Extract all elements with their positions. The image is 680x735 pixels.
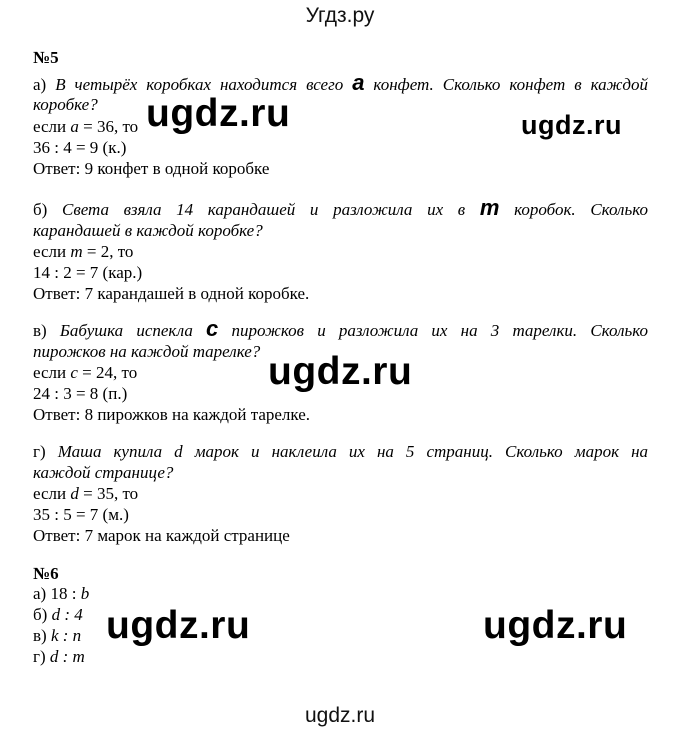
task-5g-calc: 35 : 5 = 7 (м.) bbox=[33, 505, 129, 524]
watermark: ugdz.ru bbox=[106, 604, 251, 647]
task-5b-line1 bbox=[33, 195, 649, 220]
task-5v-calc: 24 : 3 = 8 (п.) bbox=[33, 384, 128, 403]
task-5v-line2: пирожков на каждой тарелке? bbox=[33, 342, 261, 361]
item-label: а) bbox=[33, 584, 47, 603]
task-5a-line2: коробке? bbox=[33, 95, 98, 114]
condition-var: d bbox=[70, 484, 79, 503]
watermark: ugdz.ru bbox=[521, 110, 622, 140]
condition-value: = 35, то bbox=[83, 484, 139, 503]
condition-prefix: если bbox=[33, 363, 67, 382]
site-title: Угдз.ру bbox=[305, 4, 375, 27]
section-5-heading: №5 bbox=[33, 48, 59, 67]
item-label: в) bbox=[33, 626, 47, 645]
task-5g-line1 bbox=[33, 441, 648, 462]
item-label: б) bbox=[33, 605, 48, 624]
task-5g-text1: Маша купила bbox=[57, 442, 163, 461]
task-5g-answer: Ответ: 7 марок на каждой странице bbox=[33, 526, 290, 545]
task-5a-text1: В четырёх коробках находится всего bbox=[55, 75, 344, 94]
task-6-item-a bbox=[33, 583, 648, 604]
task-5g-line2: каждой странице? bbox=[33, 463, 174, 482]
condition-value: = 36, то bbox=[83, 117, 139, 136]
item-expr-var: k : n bbox=[50, 626, 82, 645]
task-5g-label: г) bbox=[33, 442, 46, 461]
task-5a-answer: Ответ: 9 конфет в одной коробке bbox=[33, 159, 270, 178]
task-5b-text1: Света взяла 14 карандашей и разложила их в bbox=[61, 200, 466, 219]
condition-prefix: если bbox=[33, 484, 67, 503]
task-5g-var: d bbox=[174, 442, 183, 461]
watermark: ugdz.ru bbox=[483, 604, 628, 647]
condition-var: c bbox=[70, 363, 78, 382]
task-5v-line1 bbox=[33, 316, 649, 341]
task-5a-text2: конфет. Сколько конфет в каждой bbox=[373, 75, 649, 94]
task-5b-calc: 14 : 2 = 7 (кар.) bbox=[33, 263, 143, 282]
item-expr-var: d : m bbox=[49, 647, 85, 666]
task-5v-answer: Ответ: 8 пирожков на каждой тарелке. bbox=[33, 405, 311, 424]
condition-value: = 24, то bbox=[82, 363, 138, 382]
task-5v-text1: Бабушка испекла bbox=[59, 321, 193, 340]
task-5b-answer: Ответ: 7 карандашей в одной коробке. bbox=[33, 284, 310, 303]
site-footer: ugdz.ru bbox=[304, 704, 376, 727]
task-5b-var: m bbox=[479, 195, 500, 220]
task-5a-calc: 36 : 4 = 9 (к.) bbox=[33, 138, 127, 157]
condition-value: = 2, то bbox=[86, 242, 134, 261]
task-5g-text2: марок и наклеила их на 5 страниц. Сколько марок на bbox=[194, 442, 649, 461]
task-5v-label: в) bbox=[33, 321, 47, 340]
watermark: ugdz.ru bbox=[268, 350, 413, 393]
task-5v-text2: пирожков и разложила их на 3 тарелки. Сколько bbox=[231, 321, 649, 340]
task-5a-line1 bbox=[33, 70, 649, 95]
item-expr-var: d : 4 bbox=[51, 605, 83, 624]
task-5b-label: б) bbox=[33, 200, 48, 219]
condition-prefix: если bbox=[33, 117, 67, 136]
task-6-item-g bbox=[33, 646, 648, 667]
watermark: ugdz.ru bbox=[146, 92, 291, 135]
task-5b-text2: коробок. Сколько bbox=[514, 200, 649, 219]
condition-var: m bbox=[70, 242, 83, 261]
item-expr-num: 18 : bbox=[50, 584, 81, 603]
task-5b-condition bbox=[33, 241, 648, 262]
section-6-heading: №6 bbox=[33, 564, 59, 583]
item-label: г) bbox=[33, 647, 46, 666]
condition-var: a bbox=[70, 117, 79, 136]
task-5a-label: а) bbox=[33, 75, 47, 94]
item-expr-var: b bbox=[80, 584, 90, 603]
task-5b-line2: карандашей в каждой коробке? bbox=[33, 221, 263, 240]
condition-prefix: если bbox=[33, 242, 67, 261]
task-5a-var: a bbox=[352, 70, 365, 95]
task-5g-condition bbox=[33, 483, 648, 504]
task-5v-var: c bbox=[206, 316, 219, 341]
